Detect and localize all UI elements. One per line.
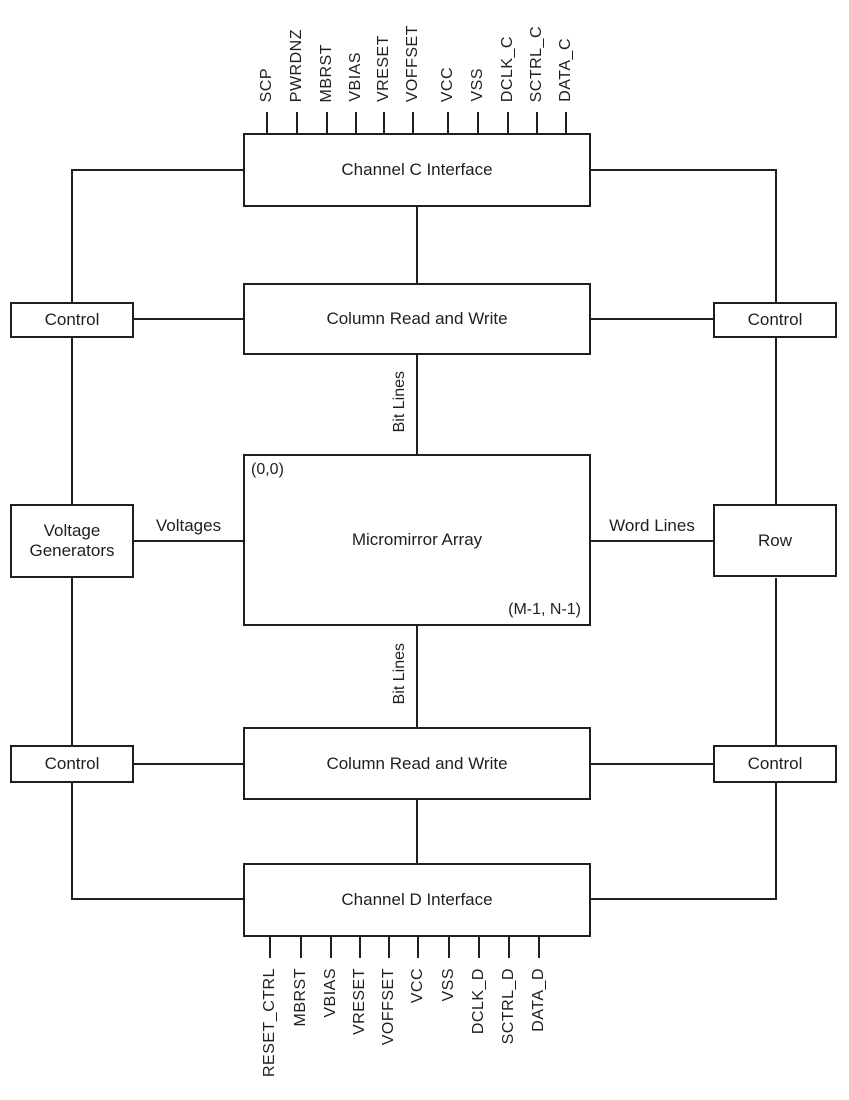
pin-bottom-mbrst-label: MBRST [292, 968, 309, 1027]
pin-bottom-vbias-label: VBIAS [322, 968, 339, 1018]
connector-colrw-bottom-to-control-right [591, 763, 713, 765]
block-control-top-left-label: Control [44, 310, 100, 330]
bus-left-segment-2 [71, 338, 73, 504]
pin-bottom-vss [434, 937, 464, 1002]
wordlines-label: Word Lines [609, 516, 695, 535]
pin-top-data-c [551, 0, 581, 133]
pin-top-vbias-label: VBIAS [347, 52, 364, 102]
block-control-bottom-right [713, 745, 837, 783]
block-voltage-generators [10, 504, 134, 578]
connector-control-to-colrw-bottom-left [134, 763, 243, 765]
block-row [713, 504, 837, 577]
pin-tick [565, 112, 567, 133]
bus-left-segment-3 [71, 578, 73, 745]
bus-right-top-elbow [591, 169, 777, 171]
connector-voltages [134, 540, 243, 542]
pin-top-voffset-label: VOFFSET [404, 24, 421, 102]
pin-tick [359, 937, 361, 958]
pin-bottom-sctrl-d-label: SCTRL_D [500, 968, 517, 1045]
connector-colrw-top-to-control-right [591, 318, 713, 320]
bus-right-segment-1 [775, 169, 777, 302]
pin-bottom-dclk-d [464, 937, 494, 1034]
voltages-label: Voltages [155, 516, 222, 535]
pin-tick [388, 937, 390, 958]
block-column-read-write-bottom-label: Column Read and Write [326, 753, 508, 773]
block-voltage-generators-label: Voltage Generators [29, 521, 115, 560]
pin-tick [447, 112, 449, 133]
block-column-read-write-top [243, 283, 591, 355]
pin-tick [412, 112, 414, 133]
connector-wordlines [591, 540, 713, 542]
bus-right-segment-2 [775, 338, 777, 504]
pin-tick [296, 112, 298, 133]
pin-bottom-voffset [374, 937, 404, 1045]
block-micromirror-array [243, 454, 591, 626]
pin-bottom-vreset-label: VRESET [351, 968, 368, 1036]
pin-bottom-data-d-label: DATA_D [530, 968, 547, 1032]
bus-right-bottom-elbow [591, 898, 777, 900]
block-control-bottom-left-label: Control [44, 754, 100, 774]
block-control-top-left [10, 302, 134, 338]
pin-tick [269, 937, 271, 958]
pin-top-mbrst [312, 0, 342, 133]
block-micromirror-array-label: Micromirror Array [351, 530, 483, 550]
pin-bottom-data-d [524, 937, 554, 1032]
block-control-bottom-right-label: Control [747, 754, 803, 774]
pin-top-scp [252, 0, 282, 133]
block-channel-c-interface-label: Channel C Interface [341, 160, 493, 180]
pin-top-vreset-label: VRESET [375, 34, 392, 102]
bus-right-segment-3 [775, 578, 777, 745]
pin-top-vbias [341, 0, 371, 133]
pin-tick [417, 937, 419, 958]
pin-bottom-reset-ctrl-label: RESET_CTRL [261, 968, 278, 1078]
array-origin-coordinate: (0,0) [251, 461, 284, 478]
pin-top-sctrl-c-label: SCTRL_C [528, 25, 545, 102]
pin-top-vreset [369, 0, 399, 133]
pin-bottom-vcc [403, 937, 433, 1003]
pin-top-data-c-label: DATA_C [557, 38, 574, 102]
pin-bottom-vss-label: VSS [440, 968, 457, 1002]
bus-left-segment-4 [71, 783, 73, 900]
pin-top-dclk-c [493, 0, 523, 133]
pin-bottom-vcc-label: VCC [409, 968, 426, 1004]
pin-tick [536, 112, 538, 133]
block-control-top-right [713, 302, 837, 338]
pin-bottom-reset-ctrl [255, 937, 285, 1077]
pin-tick [383, 112, 385, 133]
pin-tick [538, 937, 540, 958]
block-column-read-write-top-label: Column Read and Write [326, 309, 508, 329]
pin-tick [478, 937, 480, 958]
connector-channelc-to-colrw [416, 207, 418, 283]
pin-tick [326, 112, 328, 133]
connector-colrw-to-channeld [416, 800, 418, 863]
pin-tick [330, 937, 332, 958]
block-column-read-write-bottom [243, 727, 591, 800]
connector-colrw-to-array-bitlines [416, 355, 418, 454]
pin-tick [508, 937, 510, 958]
block-channel-c-interface [243, 133, 591, 207]
connector-control-to-colrw-top-left [134, 318, 243, 320]
bitlines-label-bottom: Bit Lines [391, 643, 408, 705]
pin-tick [300, 937, 302, 958]
pin-top-vss-label: VSS [469, 68, 486, 102]
pin-tick [477, 112, 479, 133]
pin-top-dclk-c-label: DCLK_C [499, 35, 516, 102]
pin-tick [355, 112, 357, 133]
block-control-bottom-left [10, 745, 134, 783]
bus-left-bottom-elbow [72, 898, 243, 900]
pin-top-voffset [398, 0, 428, 133]
bitlines-label-top: Bit Lines [391, 371, 408, 433]
pin-tick [266, 112, 268, 133]
pin-tick [507, 112, 509, 133]
pin-top-mbrst-label: MBRST [318, 43, 335, 102]
pin-bottom-mbrst [286, 937, 316, 1027]
array-extent-coordinate: (M-1, N-1) [508, 600, 581, 618]
block-row-label: Row [757, 530, 792, 550]
bus-left-segment-1 [71, 169, 73, 302]
block-control-top-right-label: Control [747, 310, 803, 330]
pin-bottom-vbias [316, 937, 346, 1018]
pin-bottom-vreset [345, 937, 375, 1035]
pin-top-vss [463, 0, 493, 133]
pin-tick [448, 937, 450, 958]
pin-bottom-dclk-d-label: DCLK_D [470, 968, 487, 1035]
pin-top-vcc-label: VCC [439, 66, 456, 102]
pin-top-scp-label: SCP [258, 67, 275, 102]
pin-top-pwrdnz-label: PWRDNZ [288, 28, 305, 102]
pin-top-vcc [433, 0, 463, 133]
pin-bottom-voffset-label: VOFFSET [380, 968, 397, 1046]
pin-top-sctrl-c [522, 0, 552, 133]
bus-right-segment-4 [775, 783, 777, 900]
block-channel-d-interface-label: Channel D Interface [341, 890, 493, 910]
connector-array-to-colrw-bitlines [416, 626, 418, 727]
pin-bottom-sctrl-d [494, 937, 524, 1044]
bus-left-top-elbow [72, 169, 243, 171]
pin-top-pwrdnz [282, 0, 312, 133]
block-channel-d-interface [243, 863, 591, 937]
